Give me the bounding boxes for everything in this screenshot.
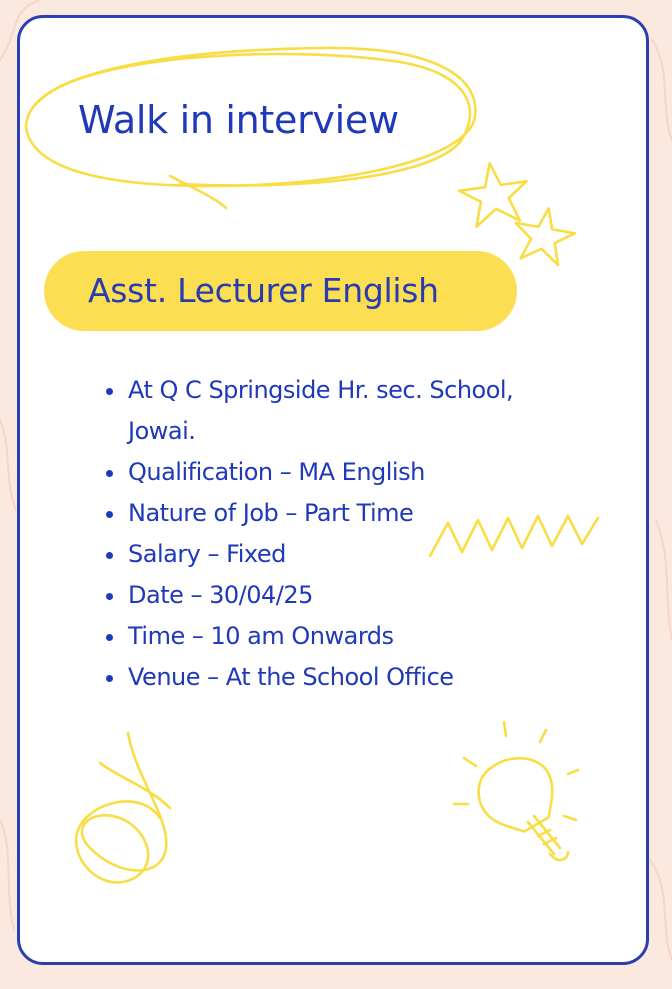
detail-nature-of-job: Nature of Job – Part Time: [102, 493, 582, 534]
star-icon: [456, 159, 532, 229]
detail-qualification: Qualification – MA English: [102, 452, 582, 493]
details-list: [102, 370, 582, 698]
detail-time: Time – 10 am Onwards: [102, 616, 582, 657]
swirl-doodle: [76, 733, 170, 882]
flyer-card: [17, 15, 649, 965]
star-icon: [510, 203, 578, 267]
page-title: Walk in interview: [78, 98, 399, 142]
detail-venue: Venue – At the School Office: [102, 657, 582, 698]
lightbulb-icon: [454, 722, 578, 860]
position-badge: [44, 251, 517, 331]
detail-location: At Q C Springside Hr. sec. School, Jowai.: [102, 370, 582, 452]
detail-salary: Salary – Fixed: [102, 534, 582, 575]
position-label: Asst. Lecturer English: [88, 271, 439, 310]
detail-date: Date – 30/04/25: [102, 575, 582, 616]
